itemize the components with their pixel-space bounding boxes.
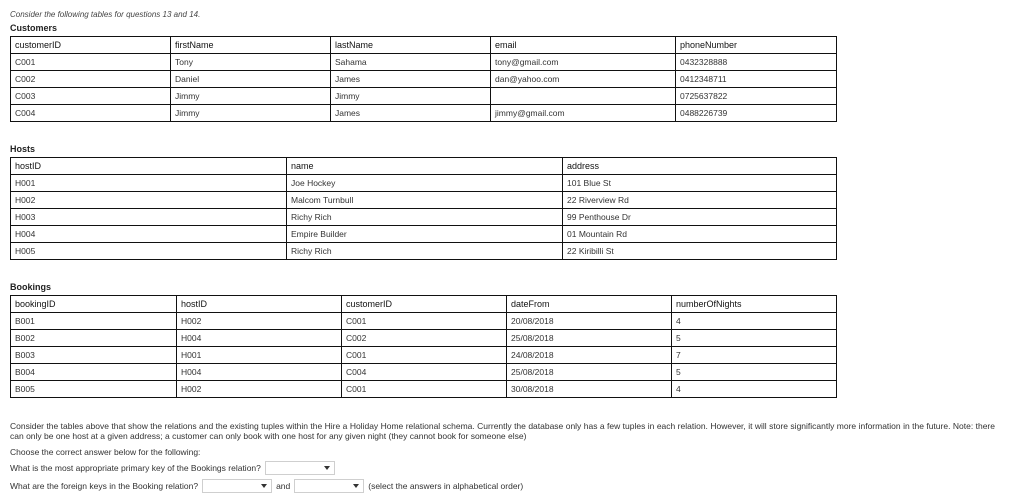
table-cell: Empire Builder — [287, 226, 563, 243]
table-cell: 01 Mountain Rd — [563, 226, 837, 243]
table-cell: 30/08/2018 — [507, 381, 672, 398]
column-header: lastName — [331, 37, 491, 54]
hosts-header-row — [11, 158, 837, 175]
table-cell: 25/08/2018 — [507, 364, 672, 381]
table-cell: jimmy@gmail.com — [491, 105, 676, 122]
table-cell: 4 — [672, 313, 837, 330]
table-cell: 0432328888 — [676, 54, 837, 71]
table-cell: B001 — [11, 313, 177, 330]
column-header: customerID — [11, 37, 171, 54]
table-cell: H003 — [11, 209, 287, 226]
table-cell: Richy Rich — [287, 243, 563, 260]
table-cell — [491, 88, 676, 105]
table-cell: B002 — [11, 330, 177, 347]
customers-header-row — [11, 37, 837, 54]
question-1 — [10, 461, 339, 475]
column-header: email — [491, 37, 676, 54]
table-row — [11, 105, 837, 122]
table-cell: Daniel — [171, 71, 331, 88]
table-cell: C004 — [11, 105, 171, 122]
table-cell: H001 — [177, 347, 342, 364]
table-row — [11, 175, 837, 192]
table-cell: H005 — [11, 243, 287, 260]
table-cell: C001 — [342, 347, 507, 364]
table-row — [11, 364, 837, 381]
hosts-title: Hosts — [10, 144, 36, 154]
instruction-text: Choose the correct answer below for the following: — [10, 447, 201, 457]
table-cell: C002 — [11, 71, 171, 88]
column-header: customerID — [342, 296, 507, 313]
customers-table — [10, 36, 837, 122]
hosts-table — [10, 157, 837, 260]
table-cell: 5 — [672, 364, 837, 381]
table-cell: B005 — [11, 381, 177, 398]
intro-text: Consider the following tables for questions 13 and 14. — [10, 10, 201, 19]
table-cell: H004 — [177, 330, 342, 347]
table-row — [11, 226, 837, 243]
table-cell: H004 — [11, 226, 287, 243]
table-row — [11, 313, 837, 330]
table-cell: 22 Kiribilli St — [563, 243, 837, 260]
table-cell: 0488226739 — [676, 105, 837, 122]
customers-title: Customers — [10, 23, 58, 33]
table-cell: C001 — [11, 54, 171, 71]
table-row — [11, 330, 837, 347]
table-cell: Jimmy — [331, 88, 491, 105]
table-cell: 22 Riverview Rd — [563, 192, 837, 209]
table-cell: James — [331, 105, 491, 122]
table-row — [11, 209, 837, 226]
table-row — [11, 54, 837, 71]
chevron-down-icon — [324, 466, 330, 470]
table-cell: Tony — [171, 54, 331, 71]
table-cell: 99 Penthouse Dr — [563, 209, 837, 226]
table-cell: C003 — [11, 88, 171, 105]
bookings-title: Bookings — [10, 282, 52, 292]
table-cell: 0725637822 — [676, 88, 837, 105]
table-cell: H004 — [177, 364, 342, 381]
table-cell: tony@gmail.com — [491, 54, 676, 71]
table-cell: H002 — [177, 313, 342, 330]
table-cell: C001 — [342, 313, 507, 330]
table-row — [11, 347, 837, 364]
bookings-table — [10, 295, 837, 398]
table-cell: 20/08/2018 — [507, 313, 672, 330]
table-cell: Malcom Turnbull — [287, 192, 563, 209]
table-cell: H001 — [11, 175, 287, 192]
table-row — [11, 71, 837, 88]
column-header: name — [287, 158, 563, 175]
question-1-text: What is the most appropriate primary key of the Bookings relation? — [10, 463, 261, 473]
column-header: bookingID — [11, 296, 177, 313]
column-header: firstName — [171, 37, 331, 54]
table-cell: B003 — [11, 347, 177, 364]
bookings-header-row — [11, 296, 837, 313]
description-paragraph: Consider the tables above that show the relations and the existing tuples within the Hire a Holiday Home relational schema. Currently the database only has a few tuples in each relation. However, it will store significantly more information in the future. Note: there can only be one host at a given address; a customer can only book with one host for any given night (they cannot book for someone else) — [10, 421, 995, 441]
table-cell: 4 — [672, 381, 837, 398]
column-header: dateFrom — [507, 296, 672, 313]
table-cell: Jimmy — [171, 88, 331, 105]
table-cell: Jimmy — [171, 105, 331, 122]
table-cell: 24/08/2018 — [507, 347, 672, 364]
table-cell: C002 — [342, 330, 507, 347]
question-2-text: What are the foreign keys in the Booking relation? — [10, 481, 199, 491]
table-cell: H002 — [11, 192, 287, 209]
table-cell: 5 — [672, 330, 837, 347]
table-cell: Richy Rich — [287, 209, 563, 226]
column-header: address — [563, 158, 837, 175]
table-cell: B004 — [11, 364, 177, 381]
table-cell: 0412348711 — [676, 71, 837, 88]
chevron-down-icon — [353, 484, 359, 488]
table-row — [11, 381, 837, 398]
column-header: phoneNumber — [676, 37, 837, 54]
column-header: hostID — [11, 158, 287, 175]
table-cell: C001 — [342, 381, 507, 398]
table-cell: H002 — [177, 381, 342, 398]
column-header: hostID — [177, 296, 342, 313]
foreign-key-dropdown-2[interactable] — [294, 479, 364, 493]
table-cell: 101 Blue St — [563, 175, 837, 192]
and-label: and — [276, 481, 291, 491]
foreign-key-dropdown-1[interactable] — [202, 479, 272, 493]
table-cell: 25/08/2018 — [507, 330, 672, 347]
column-header: numberOfNights — [672, 296, 837, 313]
alphabetical-note: (select the answers in alphabetical order) — [368, 481, 524, 491]
table-row — [11, 192, 837, 209]
table-cell: dan@yahoo.com — [491, 71, 676, 88]
table-cell: Sahama — [331, 54, 491, 71]
question-2 — [10, 479, 523, 493]
primary-key-dropdown[interactable] — [265, 461, 335, 475]
table-row — [11, 88, 837, 105]
table-cell: 7 — [672, 347, 837, 364]
table-row — [11, 243, 837, 260]
chevron-down-icon — [261, 484, 267, 488]
table-cell: C004 — [342, 364, 507, 381]
table-cell: James — [331, 71, 491, 88]
table-cell: Joe Hockey — [287, 175, 563, 192]
